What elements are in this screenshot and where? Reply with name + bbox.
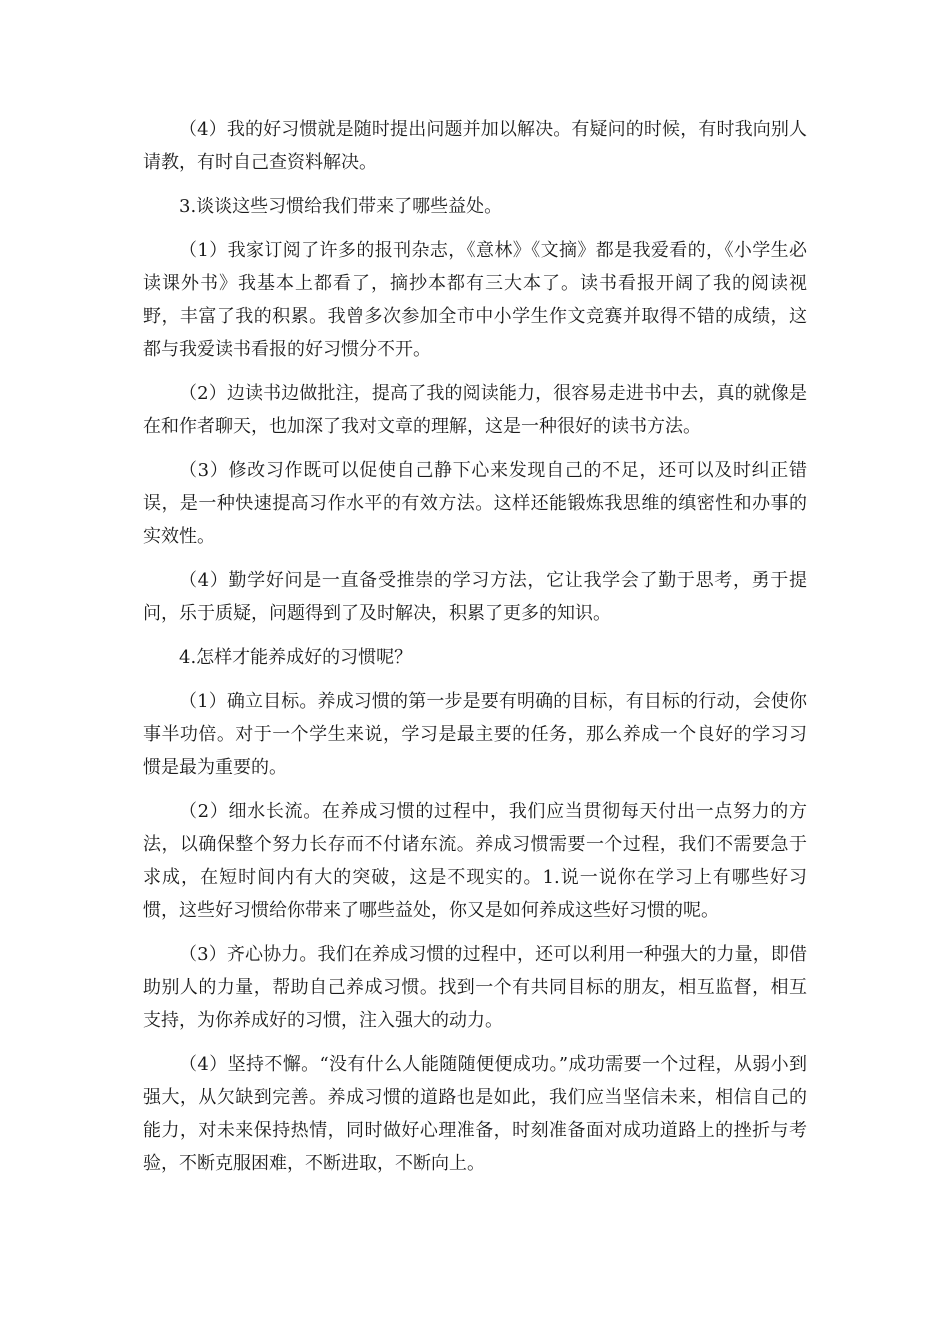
paragraph: （4）我的好习惯就是随时提出问题并加以解决。有疑问的时候，有时我向别人请教，有时自己查资料解决。 [143,119,807,173]
paragraph: （3）修改习作既可以促使自己静下心来发现自己的不足，还可以及时纠正错误，是一种快速提高习作水平的有效方法。这样还能锻炼我思维的缜密性和办事的实效性。 [143,460,807,547]
paragraph: （2）细水长流。在养成习惯的过程中，我们应当贯彻每天付出一点努力的方法，以确保整个努力长存而不付诸东流。养成习惯需要一个过程，我们不需要急于求成，在短时间内有大的突破，这是不现实的。1.说一说你在学习上有哪些好习惯，这些好习惯给你带来了哪些益处，你又是如何养成这些好习惯的呢。 [143,801,807,921]
paragraph: （4）勤学好问是一直备受推崇的学习方法，它让我学会了勤于思考，勇于提问，乐于质疑，问题得到了及时解决，积累了更多的知识。 [143,570,807,624]
paragraph: （1）我家订阅了许多的报刊杂志，《意林》《文摘》都是我爱看的，《小学生必读课外书》我基本上都看了，摘抄本都有三大本了。读书看报开阔了我的阅读视野，丰富了我的积累。我曾多次参加全市中小学生作文竞赛并取得不错的成绩，这都与我爱读书看报的好习惯分不开。 [143,240,807,360]
section-heading-how-to: 4.怎样才能养成好的习惯呢？ [179,647,413,668]
document-body [143,113,807,1191]
paragraph: （3）齐心协力。我们在养成习惯的过程中，还可以利用一种强大的力量，即借助别人的力量，帮助自己养成习惯。找到一个有共同目标的朋友，相互监督，相互支持，为你养成好的习惯，注入强大的动力。 [143,944,807,1031]
paragraph: （2）边读书边做批注，提高了我的阅读能力，很容易走进书中去，真的就像是在和作者聊天，也加深了我对文章的理解，这是一种很好的读书方法。 [143,383,807,437]
section-heading-benefits: 3.谈谈这些习惯给我们带来了哪些益处。 [179,196,503,217]
paragraph: （1）确立目标。养成习惯的第一步是要有明确的目标，有目标的行动，会使你事半功倍。对于一个学生来说，学习是最主要的任务，那么养成一个良好的学习习惯是最为重要的。 [143,691,807,778]
paragraph: （4）坚持不懈。“没有什么人能随随便便成功。”成功需要一个过程，从弱小到强大，从欠缺到完善。养成习惯的道路也是如此，我们应当坚信未来，相信自己的能力，对未来保持热情，同时做好心理准备，时刻准备面对成功道路上的挫折与考验，不断克服困难，不断进取，不断向上。 [143,1054,807,1174]
